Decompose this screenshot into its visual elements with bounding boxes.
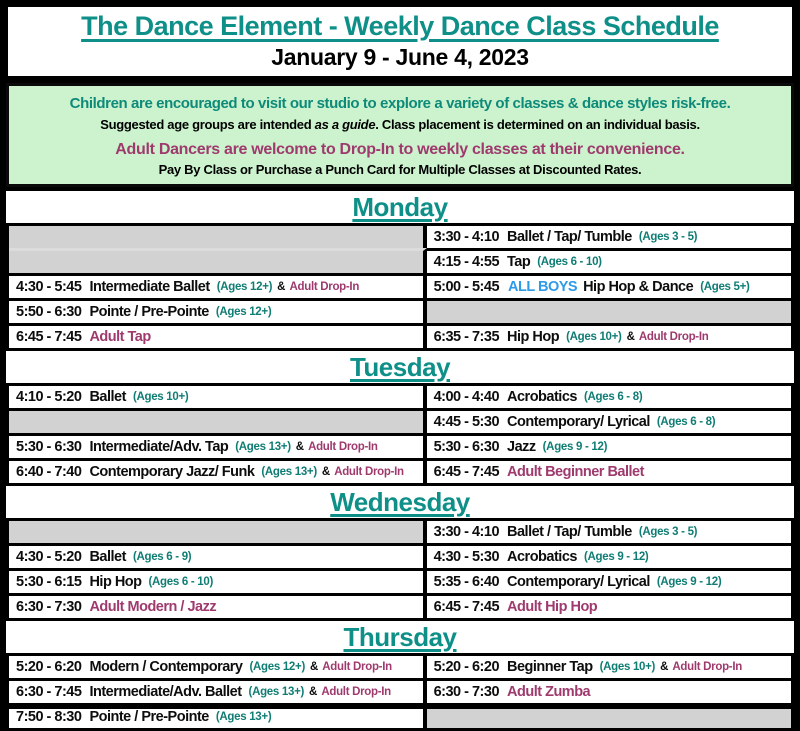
notice-line-children: Children are encouraged to visit our studio to explore a variety of classes & dance styles risk-free.: [69, 95, 731, 112]
table-row: [9, 323, 791, 348]
class-name: Adult Modern / Jazz: [89, 599, 217, 615]
class-cell: [427, 678, 791, 703]
class-time: 6:45 - 7:45: [16, 329, 82, 345]
class-name: Hip Hop: [507, 329, 560, 345]
age-range: (Ages 6 - 8): [656, 416, 716, 428]
class-name: Ballet: [89, 389, 126, 405]
class-name: Intermediate/Adv. Ballet: [89, 684, 242, 700]
adult-drop-in-label: Adult Drop-In: [638, 331, 709, 343]
age-range: (Ages 9 - 12): [542, 441, 608, 453]
age-range: (Ages 12+): [216, 281, 273, 293]
class-name: Contemporary/ Lyrical: [507, 574, 650, 590]
class-name: Jazz: [507, 439, 536, 455]
table-row: [9, 593, 791, 618]
adult-drop-in-label: Adult Drop-In: [289, 281, 360, 293]
table-row: [9, 568, 791, 593]
class-cell: [9, 433, 427, 458]
class-cell: [9, 543, 427, 568]
class-time: 6:35 - 7:35: [433, 329, 500, 345]
class-name: Contemporary/ Lyrical: [507, 414, 650, 430]
class-time: 5:30 - 6:30: [433, 439, 500, 455]
notice-line-adult-dropin: Adult Dancers are welcome to Drop-In to weekly classes at their convenience.: [115, 141, 685, 158]
class-cell: [9, 593, 427, 618]
empty-cell: [427, 703, 791, 728]
age-range: (Ages 10+): [566, 331, 622, 343]
adult-drop-in-label: Adult Drop-In: [334, 466, 404, 478]
class-time: 6:45 - 7:45: [433, 599, 500, 615]
ampersand: &: [321, 466, 331, 478]
table-row: [9, 386, 791, 408]
day-header: Tuesday: [349, 352, 451, 382]
class-name: Beginner Tap: [507, 659, 593, 675]
age-range: (Ages 12+): [249, 661, 305, 673]
class-time: 4:30 - 5:30: [433, 549, 500, 565]
class-time: 5:20 - 6:20: [16, 659, 82, 675]
day-header: Wednesday: [330, 487, 470, 517]
age-range: (Ages 5+): [700, 281, 750, 293]
ampersand: &: [626, 331, 635, 343]
class-cell: [9, 298, 427, 323]
table-row: [9, 458, 791, 483]
class-time: 5:20 - 6:20: [433, 659, 500, 675]
class-time: 3:30 - 4:10: [433, 229, 500, 245]
class-name: Adult Beginner Ballet: [507, 464, 644, 480]
notice-line-pay: Pay By Class or Purchase a Punch Card for Multiple Classes at Discounted Rates.: [158, 162, 642, 177]
table-row: [9, 433, 791, 458]
class-time: 4:15 - 4:55: [433, 254, 500, 270]
class-cell: [427, 226, 791, 248]
ampersand: &: [277, 281, 286, 293]
class-cell: [427, 543, 791, 568]
empty-cell: [427, 298, 791, 323]
ampersand: &: [660, 661, 669, 673]
age-range: (Ages 13+): [215, 711, 272, 723]
class-cell: [9, 386, 427, 408]
class-cell: [427, 386, 791, 408]
day-section-monday: [6, 191, 794, 351]
empty-cell: [9, 226, 427, 248]
table-row: [9, 226, 791, 248]
class-cell: [427, 568, 791, 593]
class-cell: [427, 458, 791, 483]
class-cell: [427, 433, 791, 458]
class-name: Ballet: [89, 549, 126, 565]
class-name: Acrobatics: [507, 389, 577, 405]
class-cell: [427, 323, 791, 348]
class-cell: [9, 273, 427, 298]
class-name: Adult Hip Hop: [507, 599, 598, 615]
class-name: Acrobatics: [507, 549, 577, 565]
title-box: [6, 5, 794, 78]
class-name: Contemporary Jazz/ Funk: [89, 464, 255, 480]
class-time: 5:35 - 6:40: [433, 574, 500, 590]
notice-line-age-guide: [11, 116, 789, 133]
age-range: (Ages 9 - 12): [583, 551, 649, 563]
class-name: Hip Hop: [89, 574, 142, 590]
day-header: Monday: [352, 192, 448, 222]
class-time: 4:45 - 5:30: [433, 414, 500, 430]
age-range: (Ages 3 - 5): [638, 231, 698, 243]
class-time: 6:30 - 7:45: [16, 684, 82, 700]
table-row: [9, 521, 791, 543]
day-section-thursday: [6, 621, 794, 731]
age-range: (Ages 6 - 9): [132, 551, 192, 563]
age-range: (Ages 3 - 5): [638, 526, 698, 538]
class-name: Intermediate Ballet: [89, 279, 210, 295]
class-time: 5:00 - 5:45: [433, 279, 500, 295]
adult-drop-in-label: Adult Drop-In: [672, 661, 742, 673]
all-boys-highlight: ALL BOYS: [508, 279, 578, 295]
table-row: [9, 408, 791, 433]
day-header: Thursday: [343, 622, 457, 652]
table-row: [9, 248, 791, 273]
class-cell: [427, 273, 791, 298]
table-row: [9, 703, 791, 728]
age-range: (Ages 6 - 10): [148, 576, 213, 588]
class-time: 3:30 - 4:10: [433, 524, 500, 540]
table-row: [9, 678, 791, 703]
class-name: Adult Zumba: [507, 684, 591, 700]
table-row: [9, 298, 791, 323]
class-cell: [9, 678, 427, 703]
day-table: [6, 653, 794, 731]
day-section-tuesday: [6, 351, 794, 486]
class-name: Tap: [507, 254, 531, 270]
empty-cell: [9, 408, 427, 433]
class-cell: [427, 248, 791, 273]
schedule: [6, 191, 794, 731]
age-range: (Ages 10+): [132, 391, 189, 403]
class-time: 4:10 - 5:20: [16, 389, 82, 405]
age-range: (Ages 6 - 8): [583, 391, 643, 403]
class-name: Intermediate/Adv. Tap: [89, 439, 229, 455]
class-time: 4:00 - 4:40: [433, 389, 500, 405]
table-row: [9, 656, 791, 678]
age-range: (Ages 9 - 12): [656, 576, 722, 588]
day-table: [6, 223, 794, 351]
notice-age-guide-pre: Suggested age groups are intended: [100, 117, 315, 132]
notice-age-guide-italic: as a guide: [314, 117, 376, 132]
adult-drop-in-label: Adult Drop-In: [321, 686, 391, 698]
table-row: [9, 273, 791, 298]
class-cell: [427, 593, 791, 618]
age-range: (Ages 6 - 10): [537, 256, 602, 268]
ampersand: &: [309, 686, 318, 698]
ampersand: &: [309, 661, 319, 673]
notice-box: [6, 83, 794, 187]
notice-age-guide-post: . Class placement is determined on an individual basis.: [375, 117, 700, 132]
class-time: 6:40 - 7:40: [16, 464, 82, 480]
class-time: 5:30 - 6:30: [16, 439, 82, 455]
class-name: Pointe / Pre-Pointe: [89, 709, 209, 725]
class-cell: [9, 323, 427, 348]
class-cell: [9, 458, 427, 483]
class-time: 4:30 - 5:20: [16, 549, 82, 565]
empty-cell: [9, 521, 427, 543]
class-time: 5:30 - 6:15: [16, 574, 82, 590]
class-time: 6:45 - 7:45: [433, 464, 500, 480]
class-cell: [427, 521, 791, 543]
class-time: 6:30 - 7:30: [16, 599, 82, 615]
class-cell: [9, 656, 427, 678]
adult-drop-in-label: Adult Drop-In: [308, 441, 378, 453]
class-name: Adult Tap: [89, 329, 151, 345]
class-name: Modern / Contemporary: [89, 659, 243, 675]
class-cell: [9, 703, 427, 728]
age-range: (Ages 13+): [261, 466, 317, 478]
class-cell: [427, 656, 791, 678]
empty-cell: [9, 248, 427, 273]
class-cell: [427, 408, 791, 433]
age-range: (Ages 10+): [599, 661, 656, 673]
age-range: (Ages 13+): [235, 441, 291, 453]
page-title: The Dance Element - Weekly Dance Class Schedule: [81, 11, 719, 41]
table-row: [9, 543, 791, 568]
date-range: January 9 - June 4, 2023: [271, 44, 529, 70]
day-table: [6, 518, 794, 621]
age-range: (Ages 13+): [248, 686, 305, 698]
day-table: [6, 383, 794, 486]
day-section-wednesday: [6, 486, 794, 621]
class-time: 7:50 - 8:30: [16, 709, 82, 725]
adult-drop-in-label: Adult Drop-In: [322, 661, 392, 673]
class-name: Hip Hop & Dance: [583, 279, 694, 295]
class-name: Pointe / Pre-Pointe: [89, 304, 209, 320]
class-time: 6:30 - 7:30: [433, 684, 500, 700]
class-name: Ballet / Tap/ Tumble: [507, 524, 632, 540]
age-range: (Ages 12+): [215, 306, 272, 318]
class-name: Ballet / Tap/ Tumble: [507, 229, 632, 245]
class-time: 5:50 - 6:30: [16, 304, 82, 320]
class-cell: [9, 568, 427, 593]
class-time: 4:30 - 5:45: [16, 279, 82, 295]
ampersand: &: [295, 441, 305, 453]
